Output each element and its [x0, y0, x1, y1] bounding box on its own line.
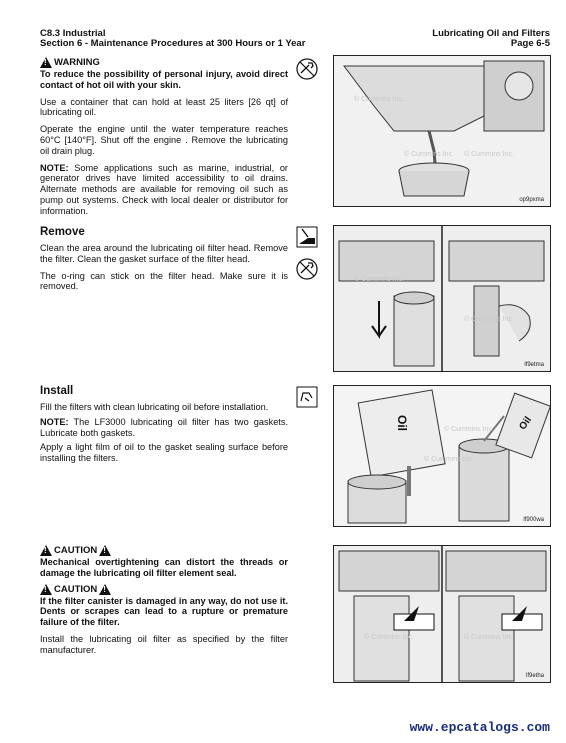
- page-number: Page 6-5: [510, 38, 550, 49]
- note-text: The LF3000 lubricating oil filter has two gaskets. Lubricate both gaskets.: [40, 416, 288, 438]
- section-install-spec: [40, 545, 288, 656]
- watermark: © Cummins Inc.: [354, 96, 404, 103]
- watermark: © Cummins Inc.: [404, 151, 454, 158]
- filter-tighten-illustration: [334, 546, 550, 682]
- section-title: Section 6 - Maintenance Procedures at 300 Hours or 1 Year: [40, 38, 306, 49]
- oring-paragraph: The o-ring can stick on the filter head. Make sure it is removed.: [40, 270, 288, 292]
- figure-filter-tighten: [333, 545, 551, 683]
- figure-code: lf9etma: [524, 362, 544, 368]
- warning-label: WARNING: [54, 57, 100, 68]
- filter-oil-label: Oil: [395, 414, 410, 432]
- hand-icon: [296, 386, 318, 408]
- section-remove: [40, 226, 288, 292]
- warning-triangle-icon: [40, 57, 52, 68]
- caution-label: CAUTION: [54, 545, 98, 556]
- watermark: © Cummins Inc.: [444, 426, 494, 433]
- drain-paragraph: Operate the engine until the water temperature reaches 60°C [140°F]. Shut off the engine . Remove the lubricating oil drain plug.: [40, 124, 288, 156]
- watermark: © Cummins Inc.: [364, 634, 414, 641]
- note-label: NOTE:: [40, 162, 69, 173]
- can-oil-label: Oil: [517, 414, 535, 433]
- remove-heading: Remove: [40, 226, 85, 238]
- warning-heading: [40, 57, 288, 68]
- figure-filter-remove: [333, 225, 551, 372]
- watermark: © Cummins Inc.: [424, 456, 474, 463]
- caution-text: Mechanical overtightening can distort the threads or damage the lubricating oil filter element seal.: [40, 557, 288, 578]
- caution-heading: [40, 545, 288, 556]
- footer-url[interactable]: www.epcatalogs.com: [409, 720, 550, 735]
- figure-code: lf900wa: [523, 517, 544, 523]
- caution-text: If the filter canister is damaged in any way, do not use it. Dents or scrapes can lead to a rupture or premature failure of the filter.: [40, 595, 288, 628]
- filter-remove-illustration: [334, 226, 550, 371]
- section-install: [40, 385, 288, 464]
- caution-triangle-icon: [40, 584, 52, 595]
- chapter-title: Lubricating Oil and Filters: [432, 28, 550, 39]
- fill-paragraph: Fill the filters with clean lubricating oil before installation.: [40, 402, 269, 412]
- install-spec-paragraph: Install the lubricating oil filter as specified by the filter manufacturer.: [40, 633, 288, 655]
- no-wrench-icon: [296, 58, 318, 80]
- figure-code: lf9etha: [525, 673, 544, 679]
- doc-model: C8.3 Industrial: [40, 28, 106, 39]
- film-paragraph: Apply a light film of oil to the gasket sealing surface before installing the filters.: [40, 442, 288, 464]
- oil-drain-illustration: [334, 56, 550, 206]
- caution-triangle-icon: [40, 545, 52, 556]
- figure-filter-fill: [333, 385, 551, 527]
- remove-paragraph: Clean the area around the lubricating oil filter head. Remove the filter. Clean the gasket surface of the filter head.: [40, 243, 288, 264]
- note-text: Some applications such as marine, industrial, or generator drives have limited accessibility to oil drains. Alternate methods are available for removing oil such as pump out systems. Check with local dealer or distributor for information.: [40, 162, 288, 216]
- caution-heading: [40, 584, 288, 595]
- figure-oil-drain: [333, 55, 551, 207]
- warning-text: To reduce the possibility of personal injury, avoid direct contact of hot oil with your skin.: [40, 69, 288, 90]
- note-label: NOTE:: [40, 416, 69, 427]
- figure-code: op9pxma: [519, 197, 544, 203]
- caution-label: CAUTION: [54, 583, 98, 595]
- note-paragraph: [40, 163, 288, 217]
- watermark: © Cummins Inc.: [464, 151, 514, 158]
- caution-triangle-icon: [99, 584, 111, 595]
- caution-triangle-icon: [99, 545, 111, 556]
- watermark: © Cummins Inc.: [464, 316, 514, 323]
- no-wrench-icon: [296, 258, 318, 280]
- install-heading: Install: [40, 385, 74, 397]
- clean-icon: [296, 226, 318, 248]
- section-drain: [40, 57, 288, 217]
- gasket-note: [40, 417, 288, 439]
- watermark: © Cummins Inc.: [354, 276, 404, 283]
- watermark: © Cummins Inc.: [464, 634, 514, 641]
- container-paragraph: Use a container that can hold at least 25 liters [26 qt] of lubricating oil.: [40, 96, 288, 118]
